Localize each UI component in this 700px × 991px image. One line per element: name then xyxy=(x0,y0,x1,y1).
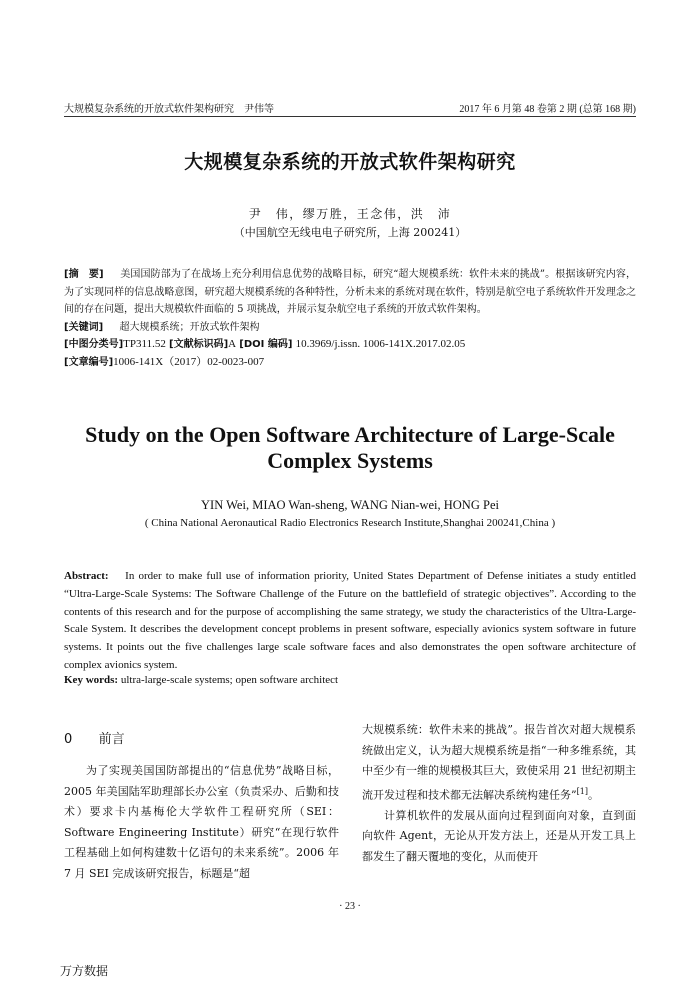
doi-label: [DOI 编码] xyxy=(239,339,293,350)
doccode-label: [文献标识码] xyxy=(169,339,229,350)
keywords-en xyxy=(64,674,636,686)
artno-value: 1006-141X（2017）02-0023-007 xyxy=(113,355,265,368)
body-column-right xyxy=(362,720,636,867)
abstract-block-cn xyxy=(64,266,636,371)
paper-title-cn: 大规模复杂系统的开放式软件架构研究 xyxy=(184,151,516,173)
body-paragraph-right-2: 计算机软件的发展从面向过程到面向对象，直到面向软件 Agent，无论从开发方法上，还是从开发工具上都发生了翻天覆地的变化，从而使开 xyxy=(362,808,636,863)
doccode-value: A xyxy=(228,338,237,350)
paper-title-en-line2: Complex Systems xyxy=(267,448,433,473)
paper-title-en xyxy=(64,422,636,474)
abstract-text-en: In order to make full use of information priority, United States Department of Defense initiates a study entitled “Ultra-Large-Scale Systems: The Software Challenge of the Future on the battlefield of strategic objectives”. According to the contents of this research and for the purpose of accomplishing the same strategy, we study the characteristics of the Ultra-Large-Scale System. It describes the development concept problems in present software, especially avionics system software in future systems. It points out the five challenges large scale software faces and also demonstrates the open software architecture of complex avionics system. xyxy=(64,570,637,671)
running-header-title: 大规模复杂系统的开放式软件架构研究 尹伟等 xyxy=(64,104,274,115)
watermark: 万方数据 xyxy=(60,964,109,978)
page-number: · 23 · xyxy=(339,901,361,912)
body-paragraph-right-1 xyxy=(362,720,636,806)
keywords-label-cn: [关键词] xyxy=(64,321,104,333)
keywords-label-en: Key words: xyxy=(64,674,119,686)
authors-en: YIN Wei, MIAO Wan-sheng, WANG Nian-wei, HONG Pei xyxy=(201,498,499,512)
body-paragraph-left: 为了实现美国国防部提出的“信息优势”战略目标，2005 年美国陆军助理部长办公室（负责采办、后勤和技术）要求卡内基梅伦大学软件工程研究所（SEI：Software Engineering Institute）研究“在现行软件工程基础上如何构建数十亿语句的未来系统”。2006 年 7 月 SEI 完成该研究报告，标题是“超 xyxy=(64,764,339,880)
citation-ref: [1] xyxy=(576,786,588,796)
keywords-cn xyxy=(64,319,636,337)
article-number-line xyxy=(64,354,636,372)
abstract-text-cn: 美国国防部为了在战场上充分利用信息优势的战略目标，研究“超大规模系统：软件未来的挑战”。根据该研究内容，为了实现同样的信息战略意图，研究超大规模系统的各种特性，分析未来的系统对现在软件，特别是航空电子系统软件开发理念之间的存在问题，提出大规模软件面临的 5 项挑战，并展示复杂航空电子系统的开放式软件架构。 xyxy=(64,269,637,315)
affiliation-en: ( China National Aeronautical Radio Electronics Research Institute,Shanghai 200241,China ) xyxy=(144,517,556,529)
keywords-text-en: ultra-large-scale systems; open software architect xyxy=(120,674,339,686)
header-rule xyxy=(64,116,636,117)
classification-line xyxy=(64,336,636,354)
running-header-issue: 2017 年 6 月第 48 卷第 2 期 (总第 168 期) xyxy=(459,104,636,115)
paper-title-en-line1: Study on the Open Software Architecture of Large-Scale xyxy=(85,422,615,447)
section-heading xyxy=(64,728,339,747)
clc-value: TP311.52 xyxy=(123,338,166,350)
abstract-label-cn: [摘 要] xyxy=(64,269,104,280)
section-title: 前言 xyxy=(98,732,125,747)
body-column-left xyxy=(64,720,339,884)
affiliation-cn: （中国航空无线电电子研究所，上海 200241） xyxy=(233,226,467,239)
keywords-text-cn: 超大规模系统；开放式软件架构 xyxy=(119,321,260,333)
abstract-cn xyxy=(64,266,636,319)
section-number: 0 xyxy=(64,732,73,747)
abstract-label-en: Abstract: xyxy=(64,570,109,582)
right-para1-text: 大规模系统：软件未来的挑战”。报告首次对超大规模系统做出定义，认为超大规模系统是指“一种多维系统，其中至少有一维的规模极其巨大，致使采用 21 世纪初期主流开发过程和技术都无法解决系统构建任务” xyxy=(362,723,636,802)
authors-cn: 尹 伟，缪万胜，王念伟，洪 沛 xyxy=(248,207,452,221)
right-para1-end: 。 xyxy=(587,788,599,802)
clc-label: [中图分类号] xyxy=(64,339,124,350)
abstract-en xyxy=(64,568,636,675)
doi-value: 10.3969/j.issn. 1006-141X.2017.02.05 xyxy=(295,338,466,350)
artno-label: [文章编号] xyxy=(64,356,114,368)
